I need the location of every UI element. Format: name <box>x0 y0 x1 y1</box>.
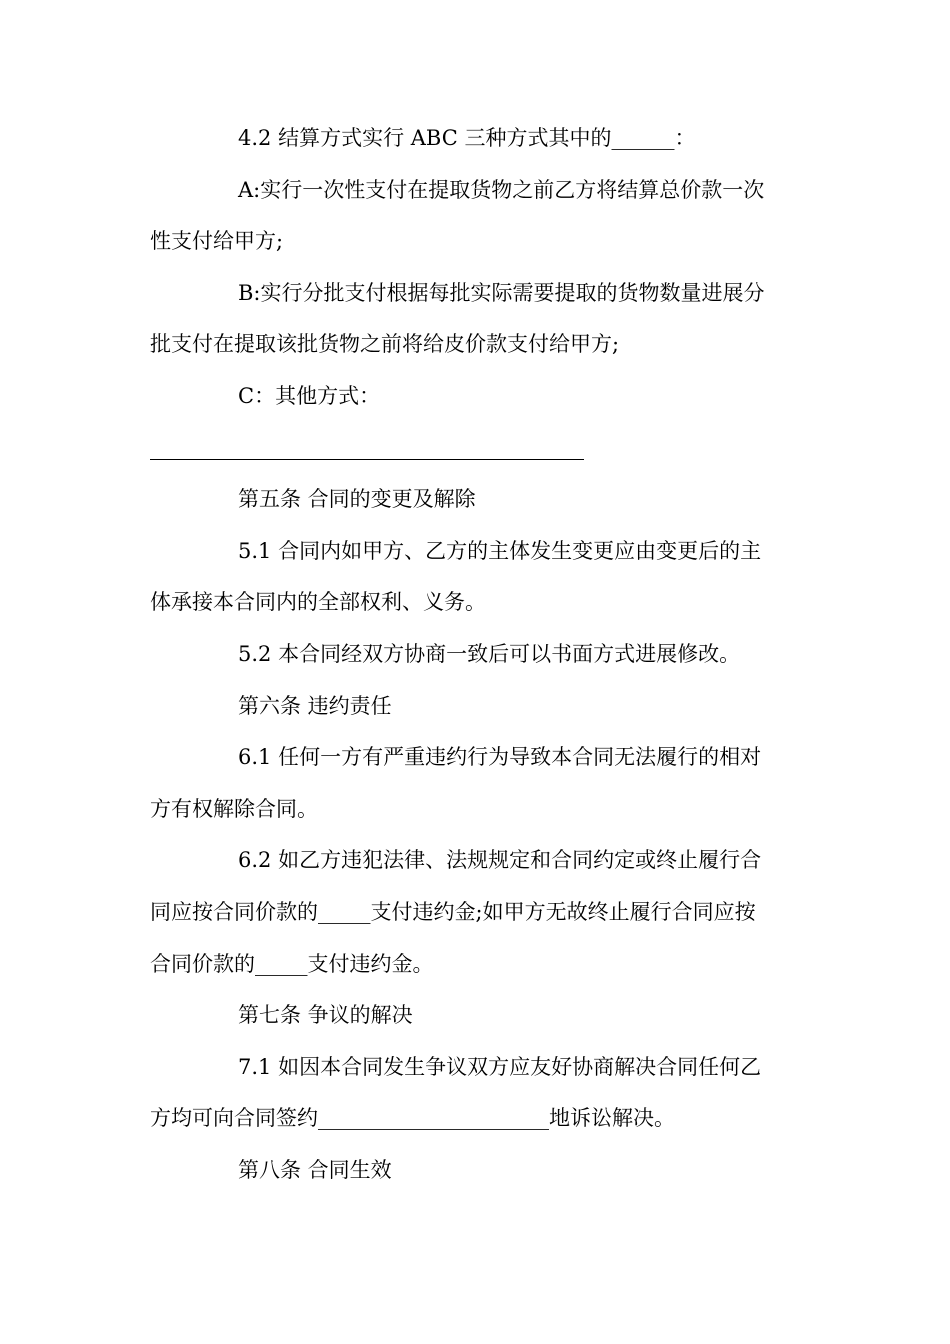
article-8-heading: 第八条 合同生效 <box>238 1157 392 1182</box>
clause-7-1-line1: 7.1 如因本合同发生争议双方应友好协商解决合同任何乙 <box>238 1054 762 1079</box>
document-page <box>150 113 800 1196</box>
article-6-heading: 第六条 违约责任 <box>238 693 392 718</box>
clause-5-2: 5.2 本合同经双方协商一致后可以书面方式进展修改。 <box>238 641 741 666</box>
clause-6-1-line2: 方有权解除合同。 <box>150 796 318 821</box>
clause-5-1-line2: 体承接本合同内的全部权利、义务。 <box>150 590 486 615</box>
option-c: C：其他方式： <box>238 383 381 408</box>
clause-5-1-line1: 5.1 合同内如甲方、乙方的主体发生变更应由变更后的主 <box>238 538 762 563</box>
article-5-heading: 第五条 合同的变更及解除 <box>238 487 476 512</box>
clause-6-2-line3: 合同价款的_____支付违约金。 <box>150 951 434 976</box>
option-b-line1: B:实行分批支付根据每批实际需要提取的货物数量进展分 <box>238 280 765 305</box>
article-7-heading: 第七条 争议的解决 <box>238 1003 413 1028</box>
option-a-line2: 性支付给甲方; <box>150 229 284 254</box>
clause-6-1-line1: 6.1 任何一方有严重违约行为导致本合同无法履行的相对 <box>238 745 762 770</box>
option-b-line2: 批支付在提取该批货物之前将给皮价款支付给甲方; <box>150 332 620 357</box>
clause-6-2-line2: 同应按合同价款的_____支付违约金;如甲方无故终止履行合同应按 <box>150 899 756 924</box>
option-a-line1: A:实行一次性支付在提取货物之前乙方将结算总价款一次 <box>238 177 765 202</box>
fill-in-blank-line <box>150 423 800 475</box>
clause-4-2: 4.2 结算方式实行 ABC 三种方式其中的______： <box>238 126 696 150</box>
clause-7-1-line2: 方均可向合同签约______________________地诉讼解决。 <box>150 1106 675 1131</box>
clause-6-2-line1: 6.2 如乙方违犯法律、法规规定和合同约定或终止履行合 <box>238 848 762 873</box>
